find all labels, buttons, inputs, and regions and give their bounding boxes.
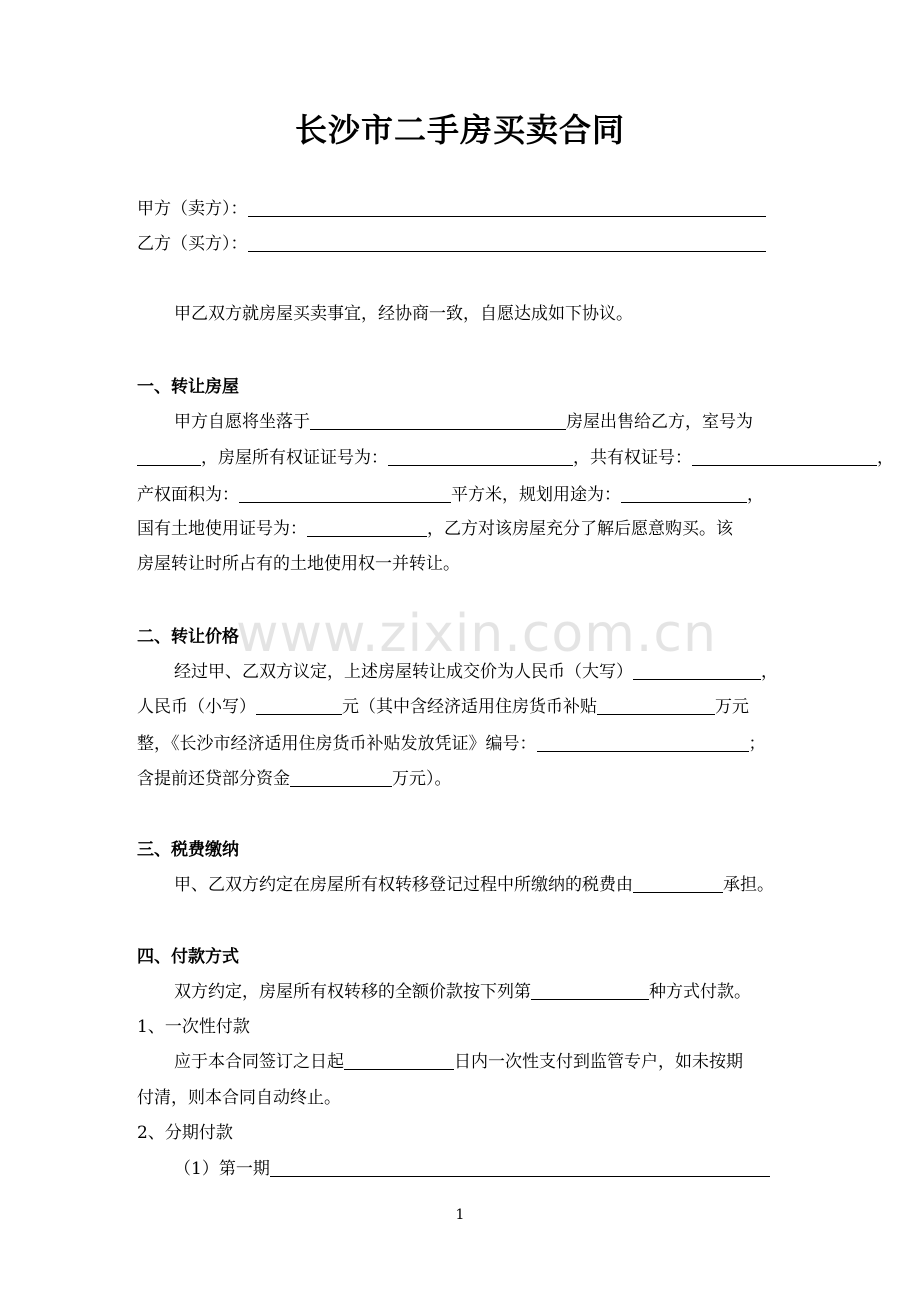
party-a-blank[interactable] xyxy=(248,198,766,217)
payment-item-2: 2、分期付款 xyxy=(137,1123,233,1143)
section-4-line-1 xyxy=(174,980,751,1004)
co-ownership-cert-blank[interactable] xyxy=(692,447,877,466)
page-title: 长沙市二手房买卖合同 xyxy=(294,111,625,149)
text: 承担。 xyxy=(723,875,774,895)
section-3-heading: 三、税费缴纳 xyxy=(137,840,239,860)
section-2-heading: 二、转让价格 xyxy=(137,627,239,647)
area-blank[interactable] xyxy=(239,484,451,503)
text: 甲方自愿将坐落于 xyxy=(174,412,310,432)
installment-1-blank[interactable] xyxy=(270,1158,770,1177)
text: 国有土地使用证号为： xyxy=(137,519,307,539)
section-1-line-5: 房屋转让时所占有的土地使用权一并转让。 xyxy=(137,554,460,574)
voucher-number-blank[interactable] xyxy=(537,733,749,752)
prepayment-blank[interactable] xyxy=(290,768,392,787)
text: 人民币（小写） xyxy=(137,697,256,717)
party-a-line xyxy=(137,197,766,221)
text: 产权面积为： xyxy=(137,485,239,505)
location-blank[interactable] xyxy=(310,411,566,430)
payment-item-1-line-1 xyxy=(174,1050,743,1074)
party-b-line xyxy=(137,232,766,256)
text: ，乙方对该房屋充分了解后愿意购买。该 xyxy=(427,519,733,539)
text: ； xyxy=(748,734,766,754)
price-lowercase-blank[interactable] xyxy=(256,696,342,715)
text: ， xyxy=(761,662,778,682)
room-number-blank[interactable] xyxy=(137,447,201,466)
section-1-line-3 xyxy=(137,483,764,507)
section-2-line-3 xyxy=(137,732,766,756)
text: 万元）。 xyxy=(392,769,452,789)
text: 甲、乙双方约定在房屋所有权转移登记过程中所缴纳的税费由 xyxy=(174,875,633,895)
text: 应于本合同签订之日起 xyxy=(174,1052,344,1072)
text: 经过甲、乙双方议定，上述房屋转让成交价为人民币（大写） xyxy=(174,662,633,682)
text: 日内一次性支付到监管专户，如未按期 xyxy=(454,1052,743,1072)
text: （1）第一期 xyxy=(174,1159,270,1179)
watermark: www.zixin.com.cn xyxy=(236,604,717,664)
payment-item-1-line-2: 付清，则本合同自动终止。 xyxy=(137,1088,341,1108)
section-2-line-4 xyxy=(137,767,452,791)
tax-payer-blank[interactable] xyxy=(633,874,723,893)
party-b-blank[interactable] xyxy=(248,233,766,252)
section-1-line-2 xyxy=(137,446,894,470)
section-4-heading: 四、付款方式 xyxy=(137,947,239,967)
text: 含提前还贷部分资金 xyxy=(137,769,290,789)
payment-days-blank[interactable] xyxy=(344,1051,454,1070)
text: 整，《长沙市经济适用住房货币补贴发放凭证》编号： xyxy=(137,734,537,754)
usage-blank[interactable] xyxy=(621,484,747,503)
payment-method-blank[interactable] xyxy=(531,981,649,1000)
text: ，共有权证号： xyxy=(573,448,692,468)
land-cert-blank[interactable] xyxy=(307,518,427,537)
text: 元（其中含经济适用住房货币补贴 xyxy=(342,697,597,717)
section-2-line-2 xyxy=(137,695,749,719)
text: 万元 xyxy=(715,697,749,717)
text: ， xyxy=(747,485,764,505)
text: 双方约定，房屋所有权转移的全额价款按下列第 xyxy=(174,982,531,1002)
text: ，房屋所有权证证号为： xyxy=(201,448,388,468)
subsidy-blank[interactable] xyxy=(597,696,715,715)
payment-item-1: 1、一次性付款 xyxy=(137,1017,250,1037)
intro-paragraph: 甲乙双方就房屋买卖事宜，经协商一致，自愿达成如下协议。 xyxy=(174,304,633,324)
page-number: 1 xyxy=(455,1207,465,1223)
section-1-line-4 xyxy=(137,517,733,541)
party-a-label: 甲方（卖方）： xyxy=(137,199,248,219)
text: ， xyxy=(877,448,894,468)
section-1-heading: 一、转让房屋 xyxy=(137,377,239,397)
party-b-label: 乙方（买方）： xyxy=(137,234,248,254)
section-1-line-1 xyxy=(174,410,753,434)
ownership-cert-blank[interactable] xyxy=(388,447,573,466)
text: 平方米，规划用途为： xyxy=(451,485,621,505)
text: 房屋出售给乙方，室号为 xyxy=(566,412,753,432)
section-3-line-1 xyxy=(174,873,774,897)
installment-1-line xyxy=(174,1157,770,1181)
text: 种方式付款。 xyxy=(649,982,751,1002)
